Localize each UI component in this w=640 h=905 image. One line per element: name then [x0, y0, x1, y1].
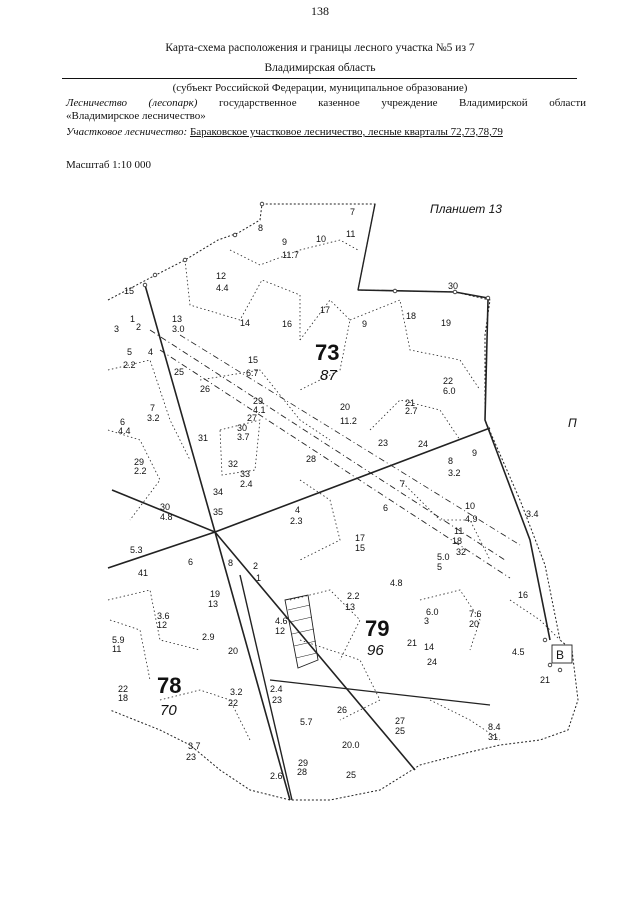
parcel-label: 27	[395, 716, 406, 726]
parcel-label: 2.2	[123, 360, 136, 370]
parcel-label: 11.7	[282, 250, 299, 260]
parcel-label: 18	[452, 536, 463, 546]
parcel-label: 29	[298, 758, 309, 768]
parcel-label: 4.8	[160, 512, 173, 522]
parcel-label: 17	[355, 533, 366, 543]
parcel-label: 11	[454, 526, 464, 536]
parcel-label: 6.0	[426, 607, 439, 617]
parcel-label: 15	[355, 543, 366, 553]
parcel-label: 32	[228, 459, 239, 469]
parcel-label: 14	[240, 318, 251, 328]
quarter-boundary-southeast	[270, 680, 490, 705]
parcel-label: 10	[316, 234, 327, 244]
parcel-label: 22	[228, 698, 239, 708]
quarter-boundary-73-79	[108, 428, 490, 568]
parcel-label: 5.9	[112, 635, 125, 645]
parcel-label: 26	[337, 705, 348, 715]
parcel-label: 2	[253, 561, 259, 571]
parcel-label: 17	[320, 305, 331, 315]
forestry-value-line2: «Владимирское лесничество»	[66, 110, 206, 122]
scale-text: Масштаб 1:10 000	[66, 159, 151, 171]
quarter-boundary-top	[358, 290, 488, 298]
parcel-label: 4.1	[253, 405, 266, 415]
parcel-label: 6	[120, 417, 126, 427]
parcel-label: 3	[424, 616, 430, 626]
parcel-label: 21	[405, 398, 416, 408]
parcel-label: 5.3	[130, 545, 143, 555]
parcel-label: 4	[295, 505, 301, 515]
quarter-boundary-east	[485, 300, 550, 640]
parcel-label: 2.4	[270, 684, 283, 694]
parcel-label: 2.9	[202, 632, 215, 642]
quarter-area: 87	[320, 367, 337, 384]
parcel-label: 23	[272, 695, 283, 705]
parcel-label: 19	[441, 318, 452, 328]
parcel-label: 31	[198, 433, 209, 443]
parcel-label: 11	[112, 644, 122, 654]
parcel-label: 18	[118, 693, 129, 703]
quarter-number: 79	[365, 616, 390, 641]
parcel-label: 2.2	[347, 591, 360, 601]
quarter-boundary-inner	[240, 575, 292, 800]
parcel-label: 19	[210, 589, 221, 599]
parcel-label: 3.4	[526, 509, 539, 519]
parcel-label: 20	[469, 619, 480, 629]
parcel-label: 21	[540, 675, 551, 685]
parcel-label: 18	[406, 311, 417, 321]
parcel-label: 8	[228, 558, 234, 568]
sheet-label: Планшет 13	[430, 202, 502, 216]
parcel-label: 3.6	[157, 611, 170, 621]
parcel-label: 28	[306, 454, 317, 464]
parcel-label: 6.0	[443, 386, 456, 396]
edge-letter-p: П	[568, 416, 577, 430]
parcel-label: 8	[448, 456, 454, 466]
parcel-label: 31	[488, 732, 499, 742]
quarter-number: 78	[157, 673, 182, 698]
parcel-label: 25	[395, 726, 406, 736]
parcel-label: 7	[350, 207, 356, 217]
parcel-label: 4	[148, 347, 154, 357]
parcel-label: 16	[518, 590, 529, 600]
parcel-label: 3	[114, 324, 120, 334]
parcel-label: 4.9	[465, 514, 478, 524]
parcel-label: 13	[172, 314, 183, 324]
parcel-label: 20	[340, 402, 351, 412]
parcel-label: 3.7	[237, 432, 250, 442]
region-name: Владимирская область	[264, 62, 376, 74]
quarter-area: 96	[367, 642, 384, 659]
parcel-label: 3.2	[147, 413, 160, 423]
parcel-label: 8	[258, 223, 264, 233]
parcel-label: 24	[418, 439, 429, 449]
parcel-label: 8.4	[488, 722, 501, 732]
parcel-label: 21	[407, 638, 418, 648]
parcel-label: 5	[127, 347, 133, 357]
parcel-label: 4.5	[512, 647, 525, 657]
parcel-label: 6.7	[246, 368, 259, 378]
parcel-label: 35	[213, 507, 224, 517]
parcel-label: 23	[378, 438, 389, 448]
parcel-label: 12	[157, 620, 168, 630]
parcel-label: 7.6	[469, 609, 482, 619]
parcel-label: 12	[216, 271, 227, 281]
parcel-label: 13	[208, 599, 219, 609]
parcel-label: 23	[186, 752, 197, 762]
marker-b: В	[556, 648, 565, 662]
parcel-label: 26	[200, 384, 211, 394]
parcel-label: 2	[136, 322, 142, 332]
quarter-number: 73	[315, 340, 340, 365]
parcel-label: 27	[247, 413, 258, 423]
parcel-label: 10	[465, 501, 476, 511]
parcel-label: 22	[118, 684, 129, 694]
parcel-label: 7	[400, 479, 406, 489]
parcel-label: 15	[124, 286, 135, 296]
parcel-label: 5.7	[300, 717, 313, 727]
parcel-label: 16	[282, 319, 293, 329]
parcel-label: 12	[275, 626, 286, 636]
parcel-label: 1	[130, 314, 136, 324]
forestry-value: государственное казенное учреждение Владимирской области	[219, 97, 587, 109]
parcel-label: 3.0	[172, 324, 185, 334]
forestry-label: Лесничество (лесопарк)	[66, 97, 198, 109]
parcel-label: 7	[150, 403, 156, 413]
parcel-label: 9	[282, 237, 288, 247]
parcel-label: 4.4	[216, 283, 229, 293]
parcel-label: 2.7	[405, 406, 418, 416]
parcel-label: 3.7	[188, 741, 201, 751]
parcel-label: 3.2	[230, 687, 243, 697]
parcel-label: 5.0	[437, 552, 450, 562]
parcel-label: 20	[228, 646, 239, 656]
hatched-area	[285, 595, 318, 668]
parcel-label: 25	[346, 770, 357, 780]
district-value: Бараковское участковое лесничество, лесные кварталы 72,73,78,79	[189, 126, 503, 138]
parcel-label: 32	[456, 547, 467, 557]
parcel-label: 4.6	[275, 616, 288, 626]
parcel-label: 2.3	[290, 516, 303, 526]
parcel-label: 6	[383, 503, 389, 513]
parcel-label: 25	[174, 367, 185, 377]
subject-caption: (субъект Российской Федерации, муниципальное образование)	[172, 82, 468, 94]
parcel-label: 15	[248, 355, 259, 365]
parcel-label: 9	[362, 319, 368, 329]
parcel-label: 33	[240, 469, 251, 479]
parcel-label: 2.4	[240, 479, 253, 489]
quarter-boundary-72-73	[145, 285, 293, 800]
parcel-label: 20.0	[342, 740, 360, 750]
parcel-label: 30	[448, 281, 459, 291]
parcel-label: 29	[253, 396, 264, 406]
parcel-label: 2.2	[134, 466, 147, 476]
parcel-label: 22	[443, 376, 454, 386]
parcel-label: 13	[345, 602, 356, 612]
parcel-label: 5	[437, 562, 443, 572]
parcel-label: 4.4	[118, 426, 131, 436]
parcel-label: 41	[138, 568, 149, 578]
parcel-label: 11.2	[340, 416, 357, 426]
parcel-label: 30	[237, 423, 248, 433]
parcel-label: 34	[213, 487, 224, 497]
parcel-label: 9	[472, 448, 478, 458]
parcel-label: 30	[160, 502, 171, 512]
district-label: Участковое лесничество:	[66, 126, 188, 138]
parcel-label: 1	[256, 573, 262, 583]
parcel-label: 6	[188, 557, 194, 567]
quarter-boundary-73-north	[358, 204, 375, 290]
parcel-label: 28	[297, 767, 308, 777]
parcel-label: 4.8	[390, 578, 403, 588]
parcel-label: 24	[427, 657, 438, 667]
parcel-label: 3.2	[448, 468, 461, 478]
parcel-label: 11	[346, 229, 356, 239]
parcel-label: 14	[424, 642, 435, 652]
quarter-area: 70	[160, 702, 177, 719]
parcel-label: 2.6	[270, 771, 283, 781]
parcel-label: 29	[134, 457, 145, 467]
page-number: 138	[311, 4, 329, 18]
map-title: Карта-схема расположения и границы лесного участка №5 из 7	[165, 42, 475, 54]
